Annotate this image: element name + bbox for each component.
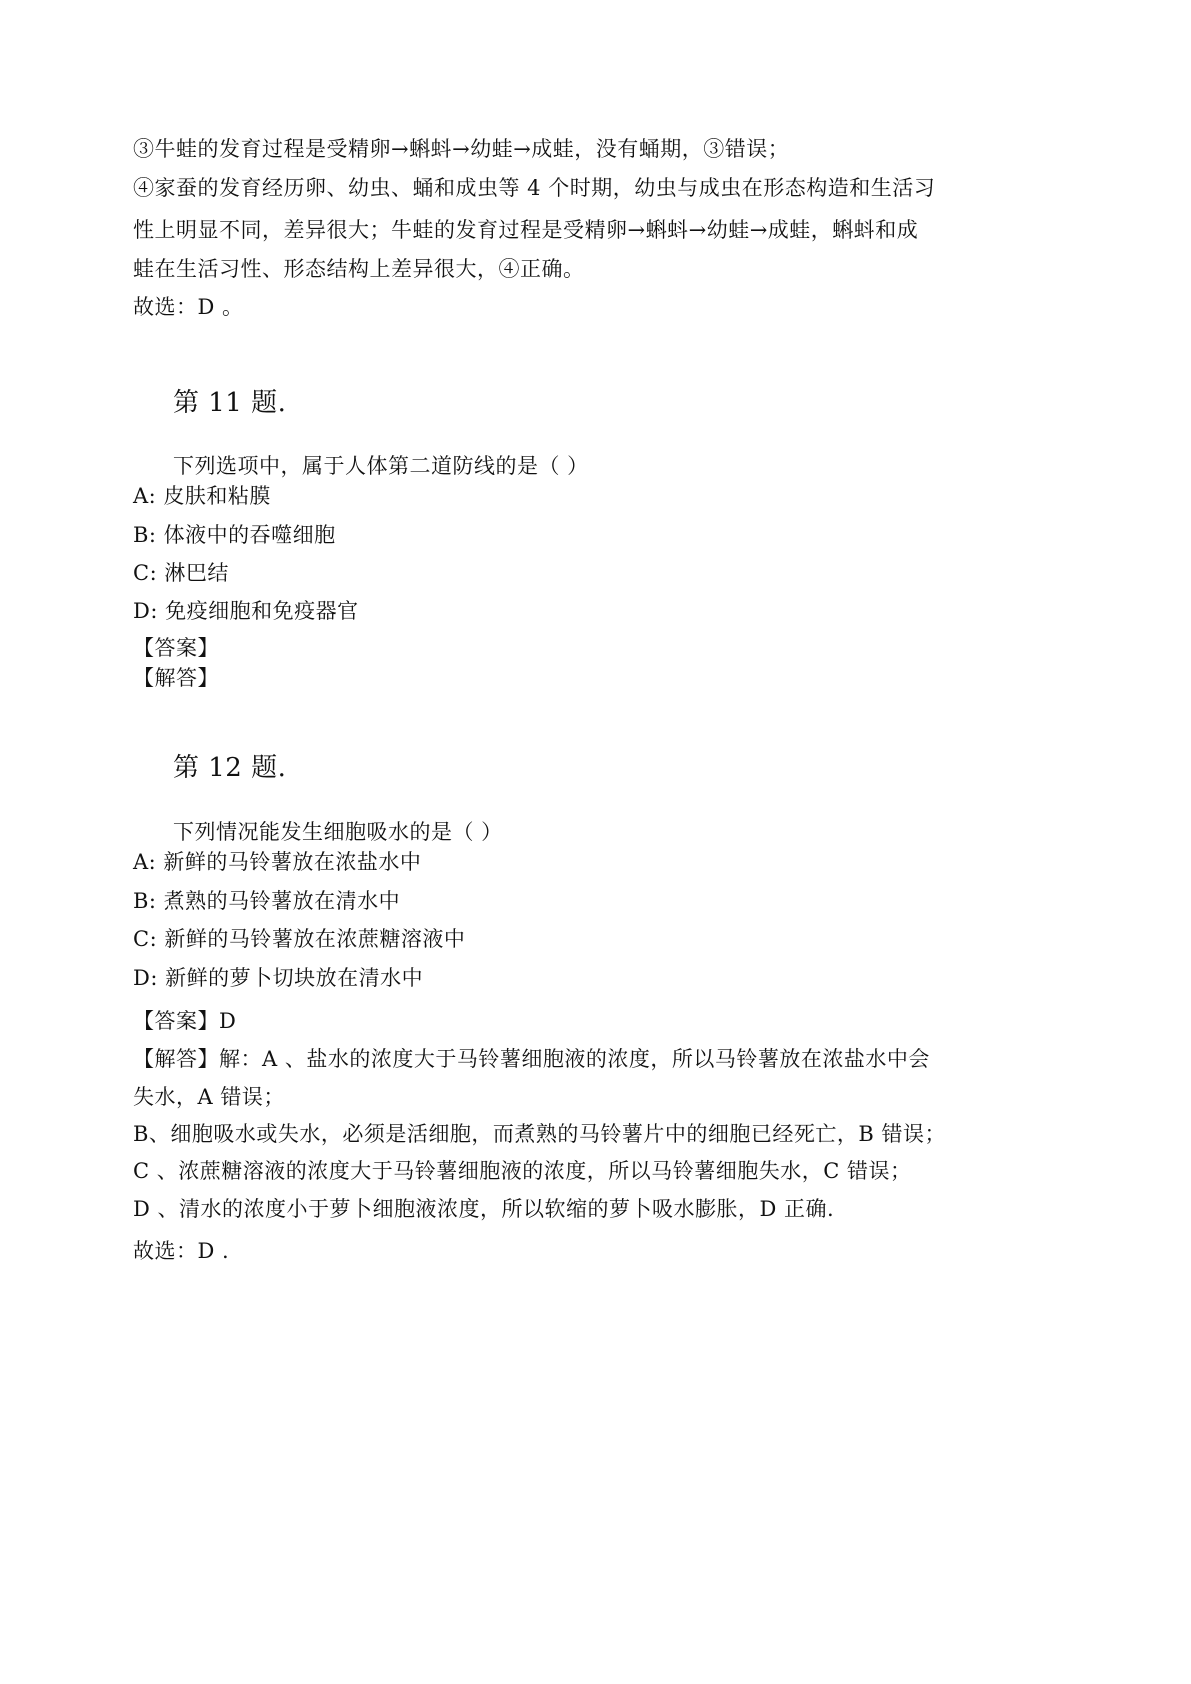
explanation-label: 【解答】 <box>133 1047 219 1071</box>
option-d: D: 免疫细胞和免疫器官 <box>133 599 359 623</box>
question-title: 第 12 题. <box>173 753 287 783</box>
question-stem: 下列选项中，属于人体第二道防线的是（ ） <box>173 454 589 478</box>
option-d: D: 新鲜的萝卜切块放在清水中 <box>133 966 424 990</box>
conclusion-line: 故选：D . <box>133 1239 230 1263</box>
answer-line <box>133 635 219 661</box>
explanation-line: 失水，A 错误； <box>133 1085 285 1109</box>
option-c: C: 新鲜的马铃薯放在浓蔗糖溶液中 <box>133 927 466 951</box>
conclusion-line: 故选：D 。 <box>133 295 244 319</box>
option-b: B: 体液中的吞噬细胞 <box>133 523 336 547</box>
option-c: C: 淋巴结 <box>133 561 229 585</box>
explanation-line: D 、清水的浓度小于萝卜细胞液浓度，所以软缩的萝卜吸水膨胀，D 正确. <box>133 1197 835 1221</box>
explanation-line <box>133 1046 930 1072</box>
answer-value: D <box>219 1009 237 1033</box>
explanation-line: 蛙在生活习性、形态结构上差异很大，④正确。 <box>133 257 585 281</box>
option-a: A: 皮肤和粘膜 <box>133 484 271 508</box>
explanation-text: 解：A 、盐水的浓度大于马铃薯细胞液的浓度，所以马铃薯放在浓盐水中会 <box>219 1047 930 1071</box>
answer-line <box>133 1008 236 1034</box>
explanation-line: C 、浓蔗糖溶液的浓度大于马铃薯细胞液的浓度，所以马铃薯细胞失水，C 错误； <box>133 1159 912 1183</box>
explanation-line: B、细胞吸水或失水，必须是活细胞，而煮熟的马铃薯片中的细胞已经死亡，B 错误； <box>133 1122 947 1146</box>
explanation-line: ④家蚕的发育经历卵、幼虫、蛹和成虫等 4 个时期，幼虫与成虫在形态构造和生活习 <box>133 176 936 200</box>
answer-label: 【答案】 <box>133 636 219 660</box>
explanation-label: 【解答】 <box>133 666 219 690</box>
explanation-line: ③牛蛙的发育过程是受精卵→蝌蚪→幼蛙→成蛙，没有蛹期，③错误； <box>133 137 790 161</box>
option-a: A: 新鲜的马铃薯放在浓盐水中 <box>133 850 422 874</box>
explanation-line: 性上明显不同，差异很大；牛蛙的发育过程是受精卵→蝌蚪→幼蛙→成蛙，蝌蚪和成 <box>133 218 919 242</box>
answer-label: 【答案】 <box>133 1009 219 1033</box>
question-title: 第 11 题. <box>173 388 287 418</box>
option-b: B: 煮熟的马铃薯放在清水中 <box>133 889 401 913</box>
question-stem: 下列情况能发生细胞吸水的是（ ） <box>173 820 503 844</box>
